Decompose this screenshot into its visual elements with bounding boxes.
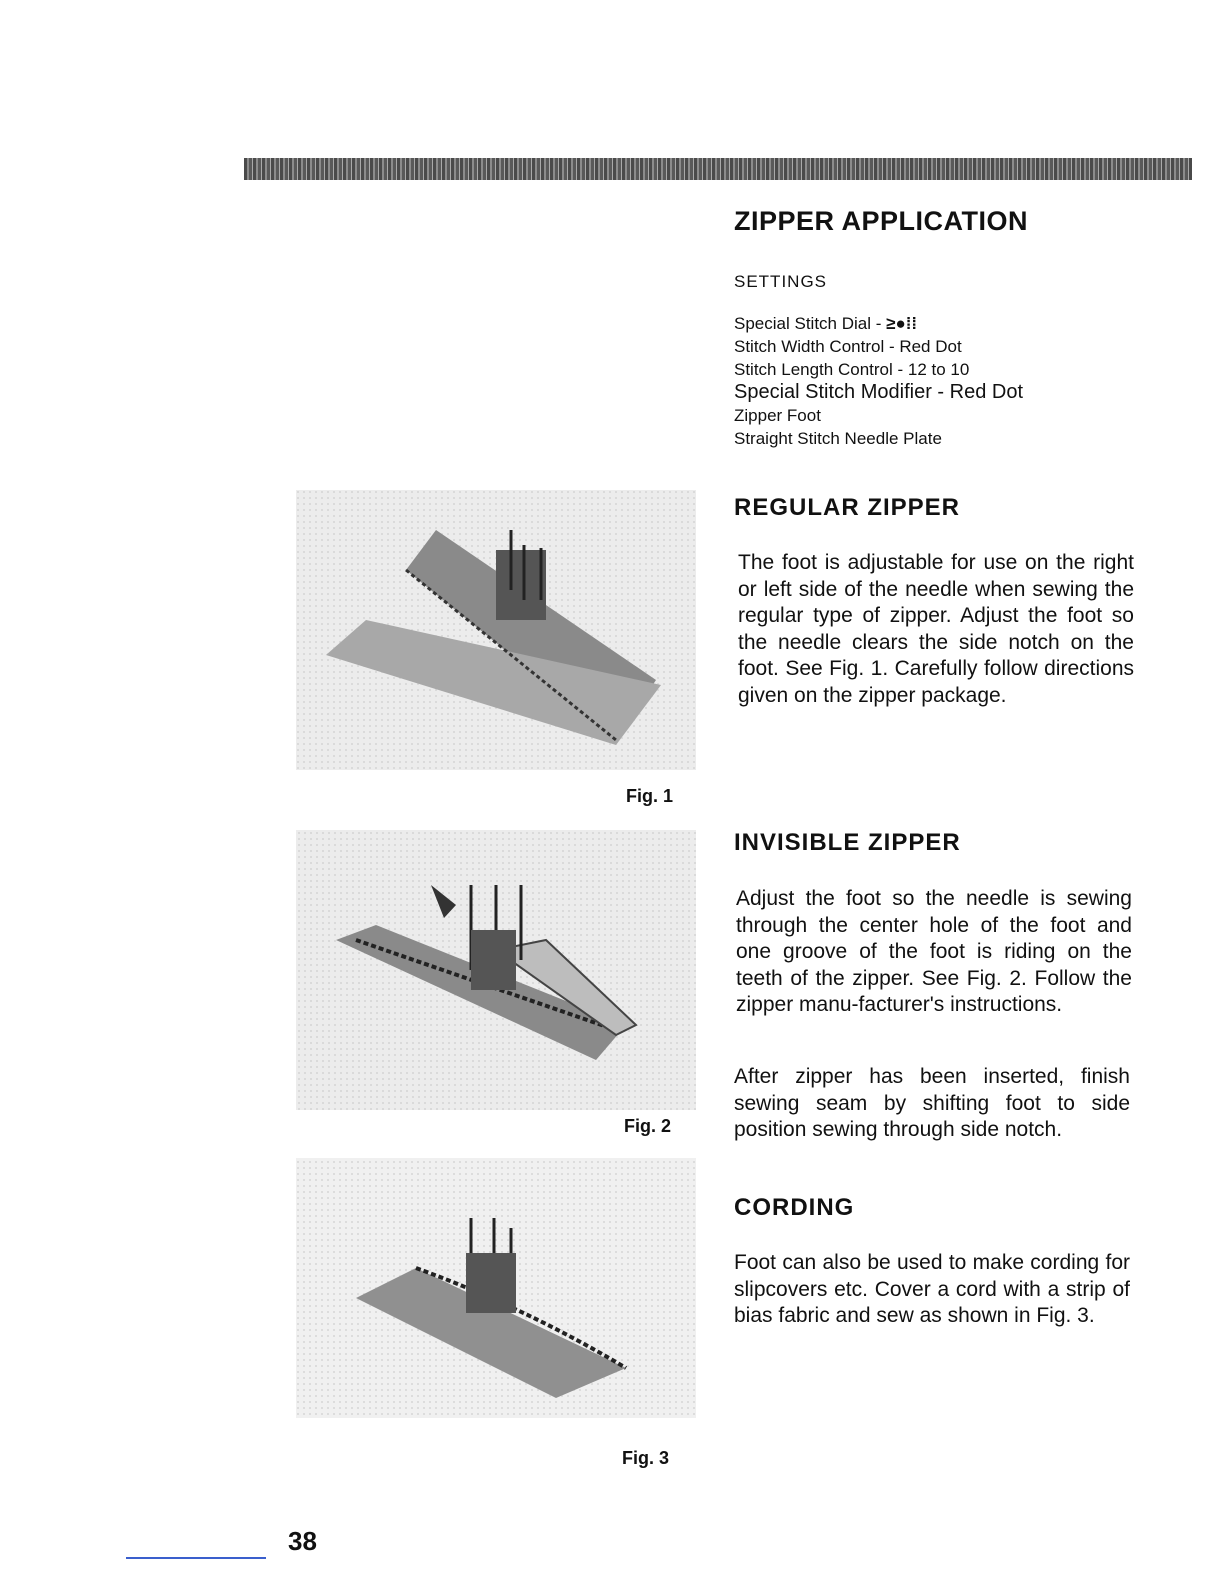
figure-3-label: Fig. 3 [622, 1448, 670, 1468]
dial-symbol: ≥●⁞⁞ [886, 314, 918, 333]
footer-rule [126, 1557, 266, 1559]
page-number: 38 [288, 1526, 317, 1556]
page-title: ZIPPER APPLICATION [734, 206, 1029, 236]
figure-2 [296, 830, 696, 1140]
setting-zipper-foot: Zipper Foot [734, 406, 821, 425]
setting-stitch-length: Stitch Length Control - 12 to 10 [734, 360, 970, 379]
regular-zipper-heading: REGULAR ZIPPER [734, 494, 961, 521]
figure-2-label: Fig. 2 [624, 1116, 672, 1136]
settings-heading: SETTINGS [734, 272, 828, 291]
figure-1-label: Fig. 1 [626, 786, 674, 806]
cording-heading: CORDING [734, 1194, 855, 1221]
figure-3 [296, 1158, 696, 1468]
figure-2-illustration [296, 830, 696, 1110]
invisible-zipper-heading: INVISIBLE ZIPPER [734, 829, 961, 856]
figure-1 [296, 490, 696, 810]
header-rule [244, 158, 1192, 180]
settings-list [734, 312, 1134, 450]
setting-stitch-modifier: Special Stitch Modifier - Red Dot [734, 381, 1024, 403]
setting-label: Special Stitch Dial - [734, 314, 882, 333]
setting-special-stitch-dial [734, 312, 1134, 335]
regular-zipper-text: The foot is adjustable for use on the right or left side of the needle when sewing the regular type of zipper. Adjust the foot so the needle clears the side notch on the foot. See Fig. 1. Carefully follow directions given on the zipper package. [738, 551, 1134, 707]
setting-needle-plate: Straight Stitch Needle Plate [734, 429, 942, 448]
figure-1-illustration [296, 490, 696, 770]
invisible-zipper-finish-text: After zipper has been inserted, finish sewing seam by shifting foot to side position sewing through side notch. [734, 1065, 1130, 1141]
cording-text: Foot can also be used to make cording for slipcovers etc. Cover a cord with a strip of bias fabric and sew as shown in Fig. 3. [734, 1251, 1130, 1327]
figure-3-illustration [296, 1158, 696, 1418]
setting-stitch-width: Stitch Width Control - Red Dot [734, 337, 962, 356]
invisible-zipper-text: Adjust the foot so the needle is sewing through the center hole of the foot and one groove of the foot is riding on the teeth of the zipper. See Fig. 2. Follow the zipper manu-facturer's instructions. [736, 887, 1132, 1016]
